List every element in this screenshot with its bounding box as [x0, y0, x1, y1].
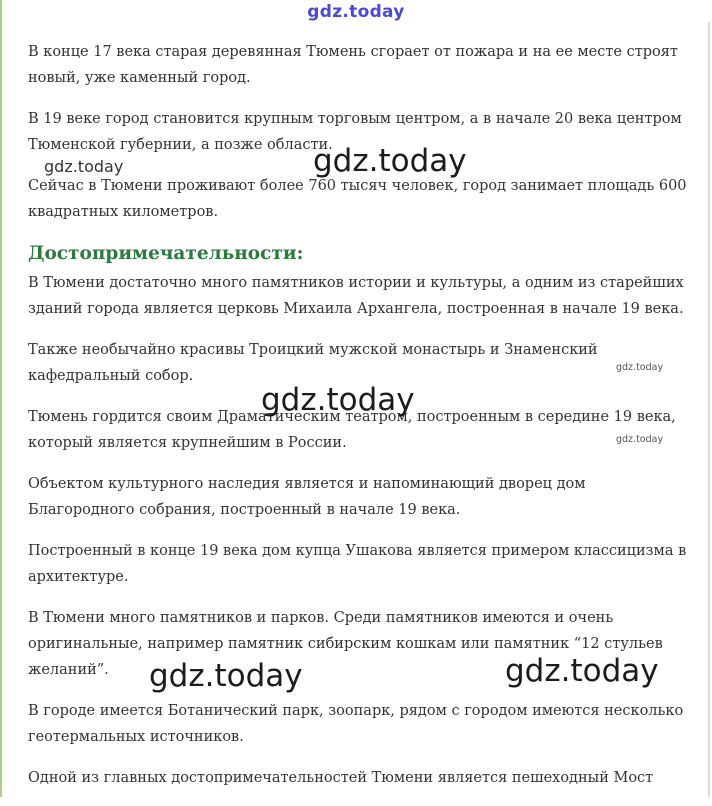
site-logo[interactable]: gdz.today	[307, 2, 405, 22]
article-paragraph: В 19 веке город становится крупным торговым центром, а в начале 20 века центром Тюменской губернии, а позже области.	[28, 111, 682, 153]
article-paragraph: Сейчас в Тюмени проживают более 760 тысяч человек, город занимает площадь 600 квадратных километров.	[28, 178, 687, 220]
watermark: gdz.today	[616, 434, 664, 445]
right-divider	[708, 22, 710, 797]
watermark: gdz.today	[44, 157, 124, 176]
article-paragraph: В Тюмени много памятников и парков. Среди памятников имеются и очень оригинальные, например памятник сибирским кошкам или памятник “12 стульев желаний”.	[28, 610, 663, 678]
left-accent-border	[0, 0, 2, 797]
watermark: gdz.today	[313, 143, 467, 179]
article-paragraph: В городе имеется Ботанический парк, зоопарк, рядом с городом имеются несколько геотермальных источников.	[28, 703, 684, 745]
article-paragraph: Объектом культурного наследия является и напоминающий дворец дом Благородного собрания, построенный в начале 19 века.	[28, 476, 586, 518]
article-paragraph: Построенный в конце 19 века дом купца Ушакова является примером классицизма в архитектуре.	[28, 543, 687, 585]
article-paragraph: В конце 17 века старая деревянная Тюмень сгорает от пожара и на ее месте строят новый, уже каменный город.	[28, 44, 678, 86]
article-paragraph: Тюмень гордится своим Драматическим театром, построенным в середине 19 века, который является крупнейшим в России.	[28, 409, 676, 451]
article-paragraph: Одной из главных достопримечательностей Тюмени является пешеходный Мост	[28, 770, 654, 786]
watermark: gdz.today	[505, 653, 659, 689]
section-heading: Достопримечательности:	[28, 243, 304, 264]
article-paragraph: Также необычайно красивы Троицкий мужской монастырь и Знаменский кафедральный собор.	[28, 342, 598, 384]
watermark: gdz.today	[616, 362, 664, 373]
watermark: gdz.today	[261, 382, 415, 418]
watermark: gdz.today	[149, 658, 303, 694]
article-paragraph: В Тюмени достаточно много памятников истории и культуры, а одним из старейших зданий города является церковь Михаила Архангела, построенная в начале 19 века.	[28, 275, 684, 317]
